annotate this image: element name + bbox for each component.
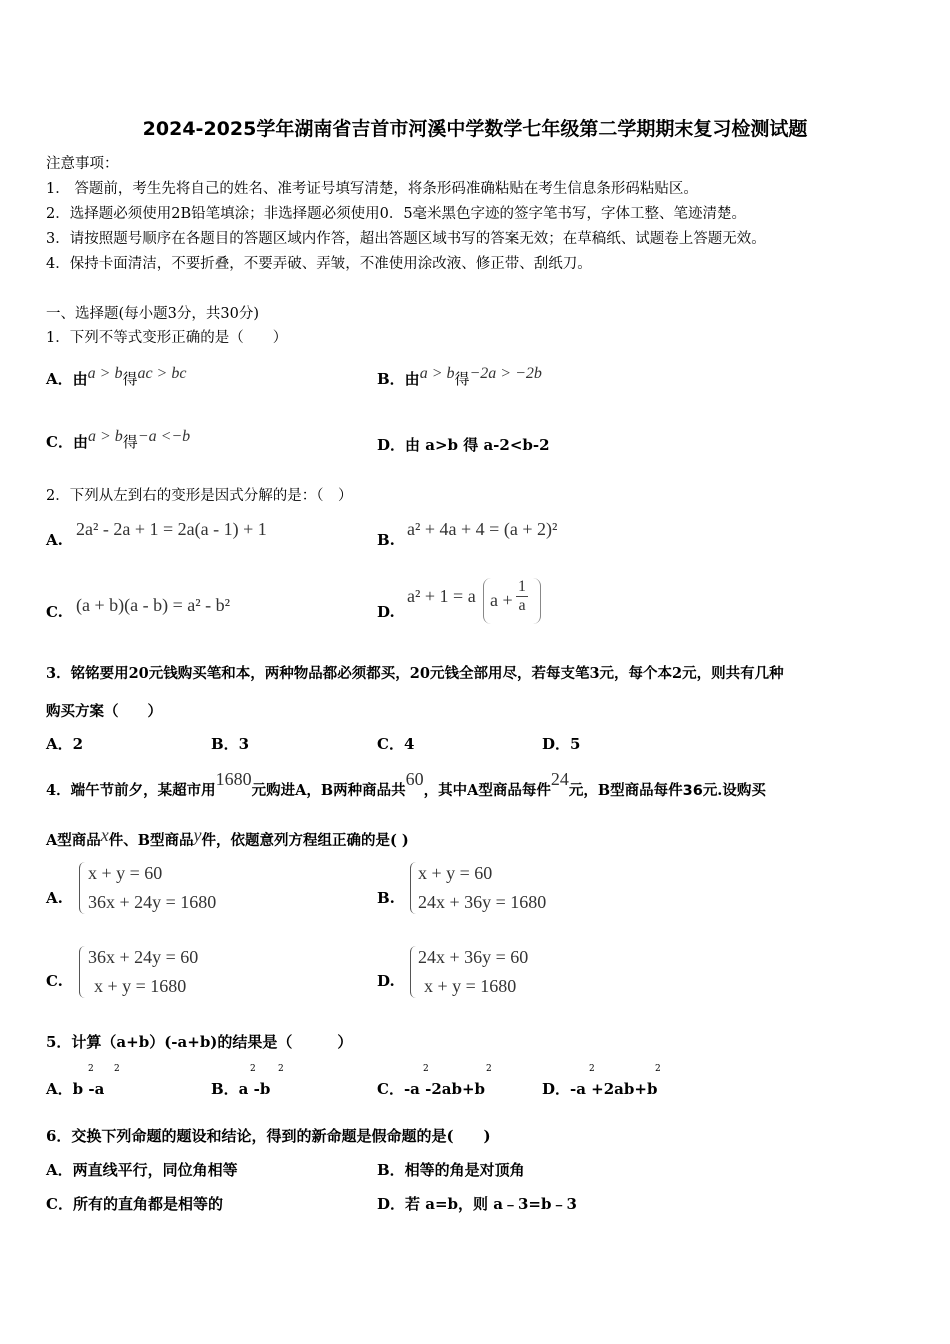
q2-c-expr: (a + b)(a - b) = a² - b² <box>76 595 231 615</box>
q3-option-c: C．4 <box>377 735 415 753</box>
q1-a-math2: ac > bc <box>137 365 187 382</box>
notice-heading: 注意事项： <box>46 156 119 172</box>
q4-d-label: D. <box>377 972 395 990</box>
q2-a-expr: 2a² - 2a + 1 = 2a(a - 1) + 1 <box>76 519 267 539</box>
q4-b-system <box>418 859 546 917</box>
q4-a-eq1: x + y = 60 <box>88 863 163 883</box>
notice-item-1: 1． 答题前，考生先将自己的姓名、准考证号填写清楚，将条形码准确粘贴在考生信息条形码粘贴区。 <box>46 181 698 197</box>
q1-a-label: A．由 <box>46 370 88 388</box>
question-6-stem: 6．交换下列命题的题设和结论，得到的新命题是假命题的是( ) <box>46 1127 491 1145</box>
q4-c-eq1: 36x + 24y = 60 <box>88 947 199 967</box>
q2-b-label: B. <box>377 531 395 549</box>
question-2-stem: 2．下列从左到右的变形是因式分解的是：（ ） <box>46 488 353 504</box>
q1-c-mid: 得 <box>122 433 138 451</box>
q1-option-a <box>46 365 187 389</box>
notice-item-2: 2．选择题必须使用2B铅笔填涂；非选择题必须使用0．5毫米黑色字迹的签字笔书写，字体工整、笔迹清楚。 <box>46 206 747 222</box>
q2-d-lhs: a² + 1 = a <box>407 586 476 606</box>
question-4-stem-line2 <box>46 825 409 850</box>
q4-n4: 36 <box>682 783 703 799</box>
q5-d-sup2: 2 <box>655 1064 661 1074</box>
q4-s1: 4．端午节前夕，某超市用 <box>46 782 216 799</box>
q5-c-sup2: 2 <box>486 1064 492 1074</box>
q3-option-b: B．3 <box>211 735 250 753</box>
q4-d-eq1: 24x + 36y = 60 <box>418 947 529 967</box>
q5-option-a: A．b -a <box>46 1080 105 1098</box>
q1-c-label: C．由 <box>46 433 88 451</box>
q4-a-label: A. <box>46 889 63 907</box>
q4-l2b: 件、B型商品 <box>108 832 194 849</box>
q4-d-system <box>418 943 528 1001</box>
q2-b-expr: a² + 4a + 4 = (a + 2)² <box>407 519 558 539</box>
q1-c-math2: −a <−b <box>137 428 191 445</box>
q4-s4: 元，B型商品每件 <box>568 782 683 799</box>
q4-d-brace <box>410 946 417 998</box>
q4-c-system <box>88 943 198 1001</box>
q2-d-frac-den: a <box>518 597 526 614</box>
q4-c-label: C. <box>46 972 63 990</box>
q4-a-system <box>88 859 216 917</box>
q4-s5: 元.设购买 <box>702 782 766 799</box>
q4-s2: 元购进A，B两种商品共 <box>251 782 406 799</box>
q4-b-label: B. <box>377 889 395 907</box>
q1-a-math1: a > b <box>87 365 123 382</box>
q4-n2: 60 <box>405 769 424 789</box>
q2-d-plus: a + <box>490 590 513 610</box>
q4-b-eq2: 24x + 36y = 1680 <box>418 892 547 912</box>
q6-option-d: D．若 a=b，则 a﹣3=b﹣3 <box>377 1195 577 1213</box>
q4-l2c: 件，依题意列方程组正确的是( ) <box>201 832 409 849</box>
q5-option-b: B．a -b <box>211 1080 271 1098</box>
q2-a-label: A. <box>46 531 63 549</box>
q4-l2a: A型商品 <box>46 832 101 849</box>
q5-b-sup2: 2 <box>278 1064 284 1074</box>
q2-d-label: D. <box>377 603 395 621</box>
q5-b-sup1: 2 <box>250 1064 256 1074</box>
q2-d-frac-num: 1 <box>518 578 526 595</box>
q5-c-sup1: 2 <box>423 1064 429 1074</box>
q5-a-sup1: 2 <box>88 1064 94 1074</box>
q6-option-b: B．相等的角是对顶角 <box>377 1161 525 1179</box>
q5-a-sup2: 2 <box>114 1064 120 1074</box>
q5-d-sup1: 2 <box>589 1064 595 1074</box>
q2-c-label: C. <box>46 603 63 621</box>
notice-item-3: 3．请按照题号顺序在各题目的答题区域内作答，超出答题区域书写的答案无效；在草稿纸、试题卷上答题无效。 <box>46 231 766 247</box>
q3-option-d: D．5 <box>542 735 581 753</box>
q5-option-c: C．-a -2ab+b <box>377 1080 486 1098</box>
q4-c-brace <box>79 946 86 998</box>
question-5-stem: 5．计算（a+b）(-a+b)的结果是（ ） <box>46 1033 353 1051</box>
q4-var-y: y <box>193 825 202 845</box>
q4-n3: 24 <box>550 769 569 789</box>
notice-item-4: 4．保持卡面清洁，不要折叠，不要弄破、弄皱，不准使用涂改液、修正带、刮纸刀。 <box>46 256 592 272</box>
q4-d-eq2: x + y = 1680 <box>424 976 517 996</box>
q6-option-c: C．所有的直角都是相等的 <box>46 1195 223 1213</box>
q1-option-d: D．由 a>b 得 a-2<b-2 <box>377 436 550 454</box>
question-3-stem-line2: 购买方案（ ） <box>46 703 162 720</box>
section-heading: 一、选择题(每小题3分，共30分) <box>46 306 259 322</box>
q1-option-c <box>46 428 191 452</box>
q1-option-b <box>377 365 542 389</box>
q1-c-math1: a > b <box>87 428 123 445</box>
question-3-stem-line1: 3．铭铭要用20元钱购买笔和本，两种物品都必须都买，20元钱全部用尽，若每支笔3元，每个本2元，则共有几种 <box>46 665 784 682</box>
page-title: 2024-2025学年湖南省吉首市河溪中学数学七年级第二学期期末复习检测试题 <box>142 118 808 140</box>
q1-a-mid: 得 <box>122 370 138 388</box>
q1-b-math2: −2a > −2b <box>469 365 542 382</box>
q6-option-a: A．两直线平行，同位角相等 <box>46 1161 238 1179</box>
q5-option-d: D．-a +2ab+b <box>542 1080 658 1098</box>
q4-var-x: x <box>100 825 109 845</box>
q4-c-eq2: x + y = 1680 <box>94 976 187 996</box>
q1-b-label: B．由 <box>377 370 420 388</box>
q1-b-mid: 得 <box>454 370 470 388</box>
q2-d-fraction <box>516 578 528 615</box>
q4-s3: ，其中A型商品每件 <box>423 782 551 799</box>
q3-option-a: A．2 <box>46 735 84 753</box>
q4-a-eq2: 36x + 24y = 1680 <box>88 892 217 912</box>
q4-b-brace <box>410 862 417 914</box>
q1-b-math1: a > b <box>419 365 455 382</box>
q4-a-brace <box>79 862 86 914</box>
question-1-stem: 1．下列不等式变形正确的是（ ） <box>46 330 288 346</box>
q4-b-eq1: x + y = 60 <box>418 863 493 883</box>
q4-n1: 1680 <box>215 769 252 789</box>
question-4-stem-line1 <box>46 769 766 800</box>
